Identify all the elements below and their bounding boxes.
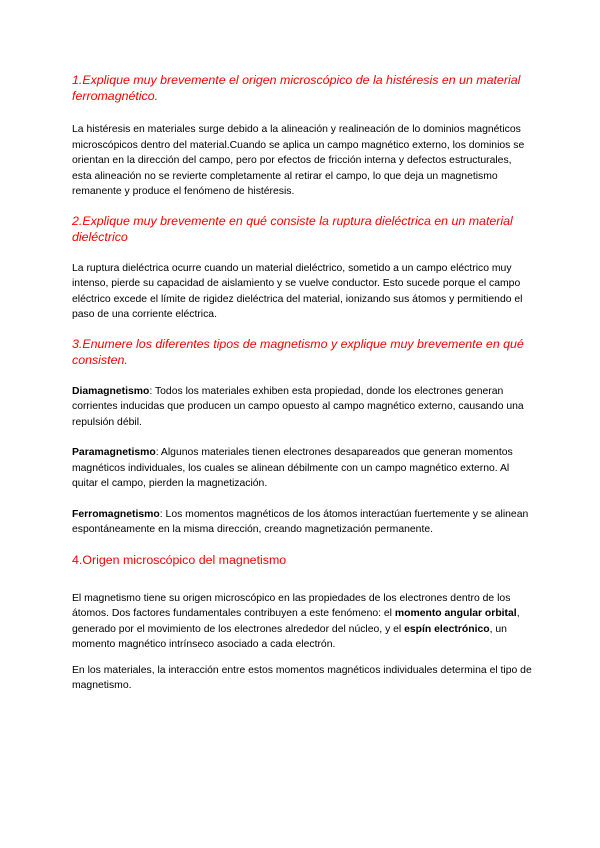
desc-diamagnetismo: : Todos los materiales exhiben esta propiedad, donde los electrones generan corrientes inducidas que producen un campo opuesto al campo magnético externo, causando una repulsión débil. [72,385,524,428]
magnetism-type-diamagnetismo [72,384,532,431]
term-ferromagnetismo: Ferromagnetismo [72,508,160,520]
desc-paramagnetismo: : Algunos materiales tienen electrones desapareados que generan momentos magnéticos individuales, los cuales se alinean débilmente con un campo magnético externo. Al quitar el campo, pierden la magnetización. [72,447,513,489]
document-page [72,72,532,694]
question-3-title: 3.Enumere los diferentes tipos de magnetismo y explique muy brevemente en qué consisten. [72,336,524,367]
answer-4-paragraph-1 [72,591,532,653]
question-1-title: 1.Explique muy brevemente el origen microscópico de la histéresis en un material ferromagnético. [72,73,521,103]
term-paramagnetismo: Paramagnetismo [72,447,156,458]
answer-4-paragraph-2: En los materiales, la interacción entre estos momentos magnéticos individuales determina el tipo de magnetismo. [72,664,532,691]
answer-4-text-d: , un momento magnético intrínseco asociado a cada electrón. [72,623,507,650]
question-4-title: 4.Origen microscópico del magnetismo [72,552,287,567]
term-diamagnetismo: Diamagnetismo [72,385,150,397]
answer-4-text-c: , generado por el movimiento de los electrones alrededor del núcleo, y el [72,608,520,635]
desc-ferromagnetismo: : Los momentos magnéticos de los átomos interactúan fuertemente y se alinean espontáneamente en la misma dirección, creando magnetización permanente. [72,508,529,535]
answer-2-paragraph: La ruptura dieléctrica ocurre cuando un material dieléctrico, sometido a un campo eléctrico muy intenso, pierde su capacidad de aislamiento y se vuelve conductor. Esto sucede porque el campo eléctrico excede el límite de rigidez dieléctrica del material, ionizando sus átomos y permitiendo el paso de una corriente eléctrica. [72,262,523,320]
question-2-title: 2.Explique muy brevemente en qué consiste la ruptura dieléctrica en un material dieléctrico [72,213,513,244]
term-espin-electronico: espín electrónico [404,623,490,635]
answer-1-paragraph: La histéresis en materiales surge debido a la alineación y realineación de lo dominios magnéticos microscópicos dentro del material.Cuando se aplica un campo magnético externo, los dominios se orientan en la dirección del campo, pero por efectos de fricción interna y defectos estructurales, esta alineación no se revierte completamente al retirar el campo, lo que deja un magnetismo remanente y produce el fenómeno de histéresis. [72,124,525,197]
term-momento-angular-orbital: momento angular orbital [394,608,517,619]
answer-4-text-a: El magnetismo tiene su origen microscópico en las propiedades de los electrones dentro de los átomos. Dos factores fundamentales contribuyen a este fenómeno: el [72,592,511,619]
magnetism-type-ferromagnetismo [72,507,532,538]
magnetism-type-paramagnetismo [72,445,532,492]
